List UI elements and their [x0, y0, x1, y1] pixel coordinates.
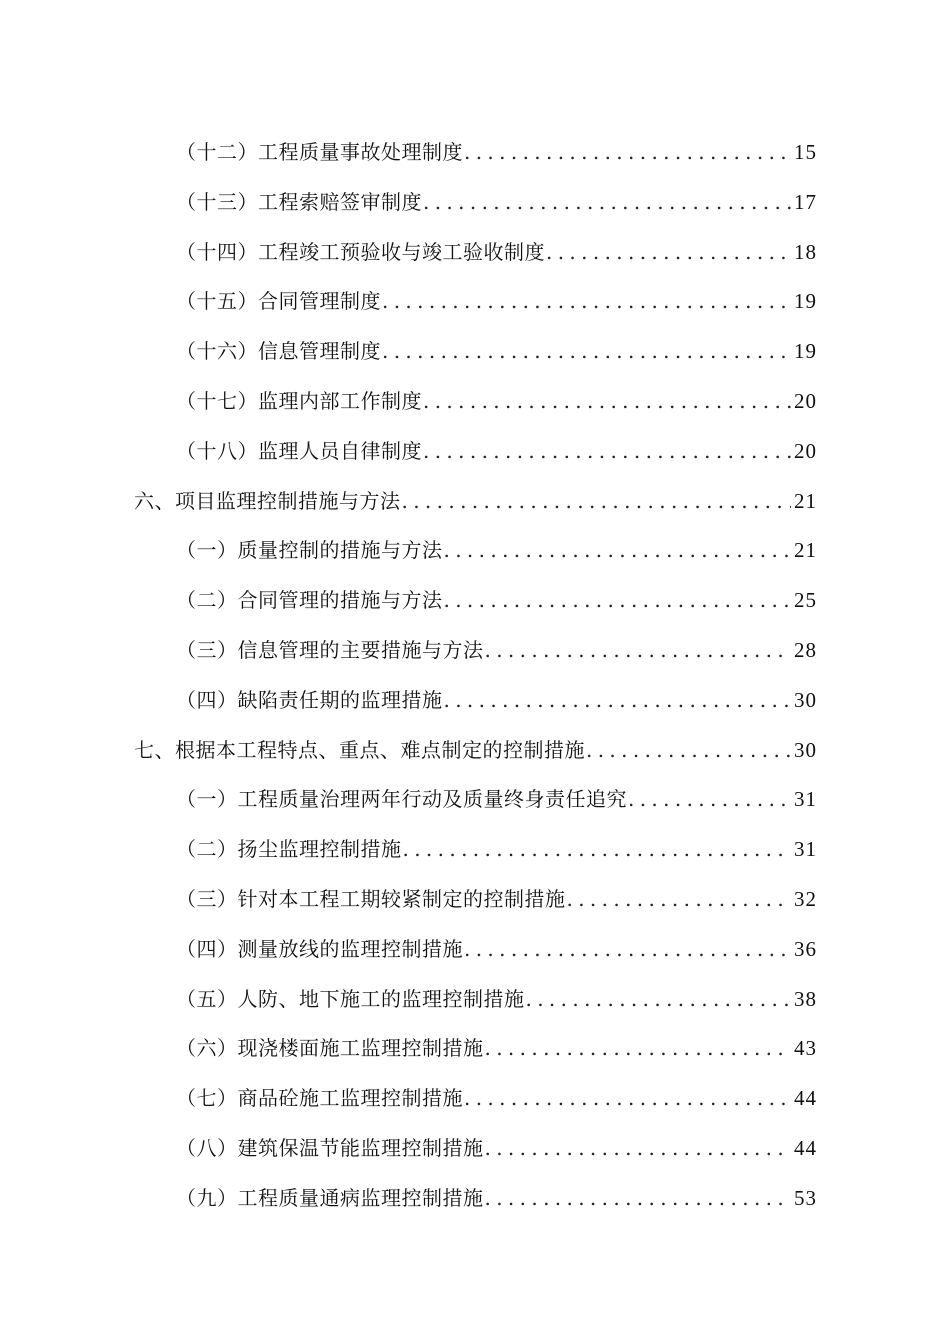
toc-page-number: 19	[794, 339, 817, 364]
toc-section-entry[interactable]	[0, 277, 950, 327]
toc-dot-leader	[628, 775, 791, 825]
toc-page-number: 31	[794, 787, 817, 812]
toc-section-entry[interactable]	[0, 377, 950, 427]
toc-section-entry[interactable]	[0, 975, 950, 1025]
toc-section-entry[interactable]	[0, 526, 950, 576]
toc-section-entry[interactable]	[0, 327, 950, 377]
toc-dot-leader	[444, 576, 792, 626]
toc-page-number: 32	[794, 886, 817, 911]
toc-section-entry[interactable]	[0, 626, 950, 676]
toc-section-entry[interactable]	[0, 925, 950, 975]
toc-section-entry[interactable]	[0, 228, 950, 278]
toc-page-number: 31	[794, 837, 817, 862]
toc-page-number: 17	[794, 189, 817, 214]
toc-page-number: 30	[794, 687, 817, 712]
toc-section-entry[interactable]	[0, 178, 950, 228]
toc-section-entry[interactable]	[0, 576, 950, 626]
toc-entry-label: （四）缺陷责任期的监理措施	[176, 687, 443, 712]
toc-page-number: 21	[794, 538, 817, 563]
toc-section-entry[interactable]	[0, 775, 950, 825]
toc-entry-label: （九）工程质量通病监理控制措施	[176, 1185, 484, 1210]
toc-entry-label: （十二）工程质量事故处理制度	[176, 140, 463, 164]
toc-page-number: 44	[794, 1135, 817, 1160]
toc-entry-label: （一）工程质量治理两年行动及质量终身责任追究	[176, 787, 627, 812]
toc-page-number: 30	[794, 737, 817, 762]
toc-entry-label: 七、根据本工程特点、重点、难点制定的控制措施	[134, 737, 585, 762]
toc-page-number: 36	[794, 936, 817, 961]
toc-section-entry[interactable]	[0, 1124, 950, 1174]
toc-chapter-entry[interactable]	[0, 477, 950, 527]
toc-dot-leader	[485, 1174, 792, 1224]
toc-page-number: 15	[794, 140, 817, 164]
table-of-contents	[0, 128, 950, 1224]
toc-page-number: 20	[794, 388, 817, 413]
toc-dot-leader	[567, 875, 792, 925]
toc-page-number: 20	[794, 438, 817, 463]
toc-entry-label: （十七）监理内部工作制度	[176, 388, 422, 413]
toc-dot-leader	[444, 526, 792, 576]
toc-dot-leader	[382, 277, 791, 327]
toc-entry-label: （七）商品砼施工监理控制措施	[176, 1086, 463, 1111]
toc-dot-leader	[485, 626, 792, 676]
toc-section-entry[interactable]	[0, 1174, 950, 1224]
toc-entry-label: （八）建筑保温节能监理控制措施	[176, 1135, 484, 1160]
toc-section-entry[interactable]	[0, 1074, 950, 1124]
toc-dot-leader	[423, 377, 791, 427]
toc-dot-leader	[546, 228, 791, 278]
toc-entry-label: （一）质量控制的措施与方法	[176, 538, 443, 563]
toc-page-number: 53	[794, 1185, 817, 1210]
toc-entry-label: （十三）工程索赔签审制度	[176, 189, 422, 214]
toc-dot-leader	[382, 327, 791, 377]
toc-entry-label: （十四）工程竣工预验收与竣工验收制度	[176, 239, 545, 264]
toc-page-number: 43	[794, 1036, 817, 1061]
toc-dot-leader	[464, 128, 791, 178]
toc-dot-leader	[586, 726, 791, 776]
toc-page-number: 18	[794, 239, 817, 264]
toc-dot-leader	[485, 1124, 792, 1174]
toc-page-number: 38	[794, 986, 817, 1011]
toc-dot-leader	[403, 825, 792, 875]
toc-dot-leader	[526, 975, 792, 1025]
toc-entry-label: （二）扬尘监理控制措施	[176, 837, 402, 862]
toc-section-entry[interactable]	[0, 1024, 950, 1074]
toc-entry-label: （十六）信息管理制度	[176, 339, 381, 364]
toc-entry-label: （十八）监理人员自律制度	[176, 438, 422, 463]
toc-entry-label: 六、项目监理控制措施与方法	[134, 488, 401, 513]
toc-page-number: 44	[794, 1086, 817, 1111]
toc-dot-leader	[485, 1024, 792, 1074]
toc-entry-label: （三）针对本工程工期较紧制定的控制措施	[176, 886, 566, 911]
toc-dot-leader	[464, 925, 791, 975]
toc-dot-leader	[464, 1074, 791, 1124]
toc-section-entry[interactable]	[0, 825, 950, 875]
toc-entry-label: （五）人防、地下施工的监理控制措施	[176, 986, 525, 1011]
toc-entry-label: （三）信息管理的主要措施与方法	[176, 637, 484, 662]
toc-entry-label: （六）现浇楼面施工监理控制措施	[176, 1036, 484, 1061]
toc-dot-leader	[444, 676, 792, 726]
toc-page-number: 19	[794, 289, 817, 314]
toc-section-entry[interactable]	[0, 427, 950, 477]
toc-page-number: 25	[794, 588, 817, 613]
toc-dot-leader	[423, 178, 791, 228]
toc-section-entry[interactable]	[0, 128, 950, 178]
toc-entry-label: （十五）合同管理制度	[176, 289, 381, 314]
toc-section-entry[interactable]	[0, 875, 950, 925]
toc-chapter-entry[interactable]	[0, 726, 950, 776]
toc-section-entry[interactable]	[0, 676, 950, 726]
toc-page-number: 28	[794, 637, 817, 662]
toc-page-number: 21	[794, 488, 817, 513]
toc-entry-label: （四）测量放线的监理控制措施	[176, 936, 463, 961]
toc-dot-leader	[423, 427, 791, 477]
toc-entry-label: （二）合同管理的措施与方法	[176, 588, 443, 613]
toc-dot-leader	[402, 477, 792, 527]
